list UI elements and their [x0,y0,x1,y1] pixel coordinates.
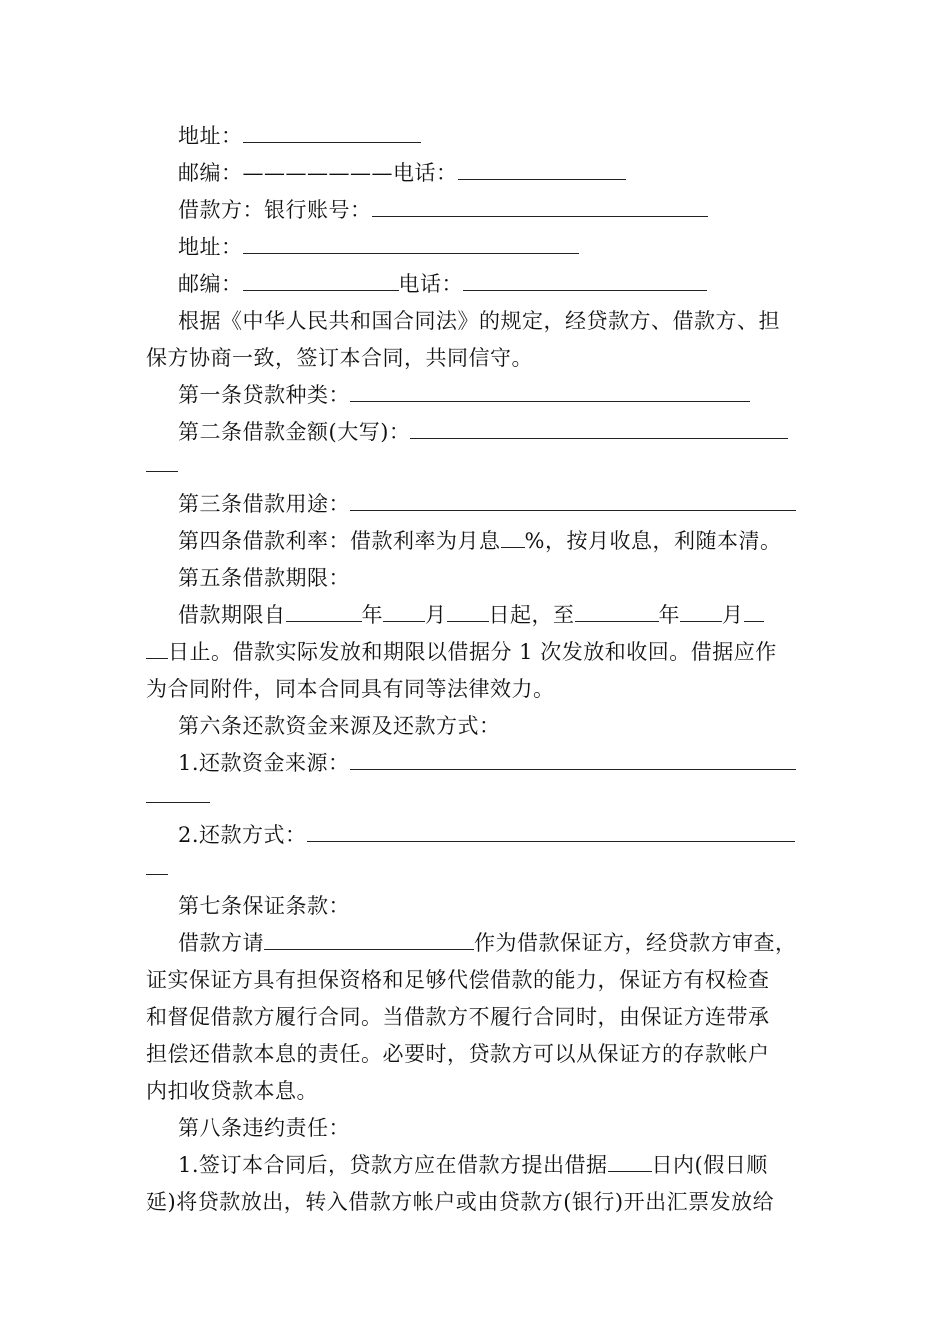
article-4-pre: 第四条借款利率：借款利率为月息 [178,529,501,553]
article-7-para-line-1 [178,925,797,961]
borrower-account-line [178,192,708,228]
start-year-blank [286,601,362,622]
article-3-label: 第三条借款用途： [178,492,350,516]
end-year-blank [575,601,659,622]
intro-line-2: 保方协商一致，签订本合同，共同信守。 [146,346,533,370]
term-from-label: 借款期限自 [178,603,286,627]
borrower-postcode-blank [243,270,399,291]
disbursement-days-blank [608,1151,652,1172]
month-label-2: 月 [722,603,744,627]
guarantor-blank [264,929,474,950]
year-label: 年 [361,603,383,627]
article-7-para-line-2: 证实保证方具有担保资格和足够代偿借款的能力，保证方有权检查 [146,968,770,992]
lender-phone-label: —电话： [371,161,458,185]
end-day-blank-cont [146,638,168,659]
interest-rate-blank [501,527,525,548]
borrower-address-line [178,229,579,265]
lender-address-blank [243,122,421,143]
repayment-source-blank [350,749,796,770]
article-7-para-line-5: 内扣收贷款本息。 [146,1079,318,1103]
start-month-blank [383,601,425,622]
article-8-item-1-pre: 1.签订本合同后，贷款方应在借款方提出借据 [178,1153,608,1177]
month-label: 月 [425,603,447,627]
lender-postcode-label: 邮编：—————— [178,161,372,185]
loan-amount-blank-tail [146,470,178,472]
article-3 [178,486,796,522]
article-1-label: 第一条贷款种类： [178,383,350,407]
lender-address-line [178,118,421,154]
borrower-account-label: 借款方：银行账号： [178,198,372,222]
article-6-item-2 [178,817,795,853]
borrower-account-blank [372,196,708,217]
end-day-blank [744,601,764,622]
article-2-label: 第二条借款金额(大写)： [178,420,411,444]
repayment-source-label: 1.还款资金来源： [178,751,350,775]
article-8-item-1-line-2: 延)将贷款放出，转入借款方帐户或由贷款方(银行)开出汇票发放给 [146,1190,775,1214]
article-5-para-line-2 [146,634,777,670]
repayment-method-blank [307,821,795,842]
article-6: 第六条还款资金来源及还款方式： [178,714,501,738]
article-5-para-line-3: 为合同附件，同本合同具有同等法律效力。 [146,677,555,701]
loan-amount-blank [410,418,788,439]
day-to-label: 日起，至 [488,603,575,627]
start-day-blank [447,601,489,622]
lender-phone-blank [458,159,626,180]
borrower-phone-blank [463,270,707,291]
article-7-para-line-3: 和督促借款方履行合同。当借款方不履行合同时，由保证方连带承 [146,1005,770,1029]
lender-postcode-line [178,155,626,191]
repayment-source-blank-tail [146,801,210,803]
article-8: 第八条违约责任： [178,1116,350,1140]
intro-line-1: 根据《中华人民共和国合同法》的规定，经贷款方、借款方、担 [178,309,780,333]
article-1 [178,377,750,413]
repayment-method-blank-tail [146,873,168,875]
article-8-item-1-line-1 [178,1147,768,1183]
guarantor-pre: 借款方请 [178,931,264,955]
article-7-para-line-4: 担偿还借款本息的责任。必要时，贷款方可以从保证方的存款帐户 [146,1042,770,1066]
article-5-para-line-1 [178,597,764,633]
article-4-post: %，按月收息，利随本清。 [524,529,782,553]
end-month-blank [680,601,722,622]
article-5: 第五条借款期限： [178,566,350,590]
article-8-item-1-post: 日内(假日顺 [651,1153,768,1177]
guarantor-post: 作为借款保证方，经贷款方审查， [474,931,797,955]
borrower-address-blank [243,233,579,254]
loan-purpose-blank [350,490,796,511]
loan-type-blank [350,381,750,402]
year-label-2: 年 [658,603,680,627]
lender-address-label: 地址： [178,124,243,148]
article-2 [178,414,788,450]
borrower-phone-label: 电话： [398,272,463,296]
article-6-item-1 [178,745,796,781]
borrower-postcode-label: 邮编： [178,272,243,296]
article-4 [178,523,781,559]
borrower-address-label: 地址： [178,235,243,259]
repayment-method-label: 2.还款方式： [178,823,307,847]
borrower-postcode-line [178,266,707,302]
article-5-text-2: 日止。借款实际发放和期限以借据分 1 次发放和收回。借据应作 [168,640,777,664]
article-7: 第七条保证条款： [178,894,350,918]
